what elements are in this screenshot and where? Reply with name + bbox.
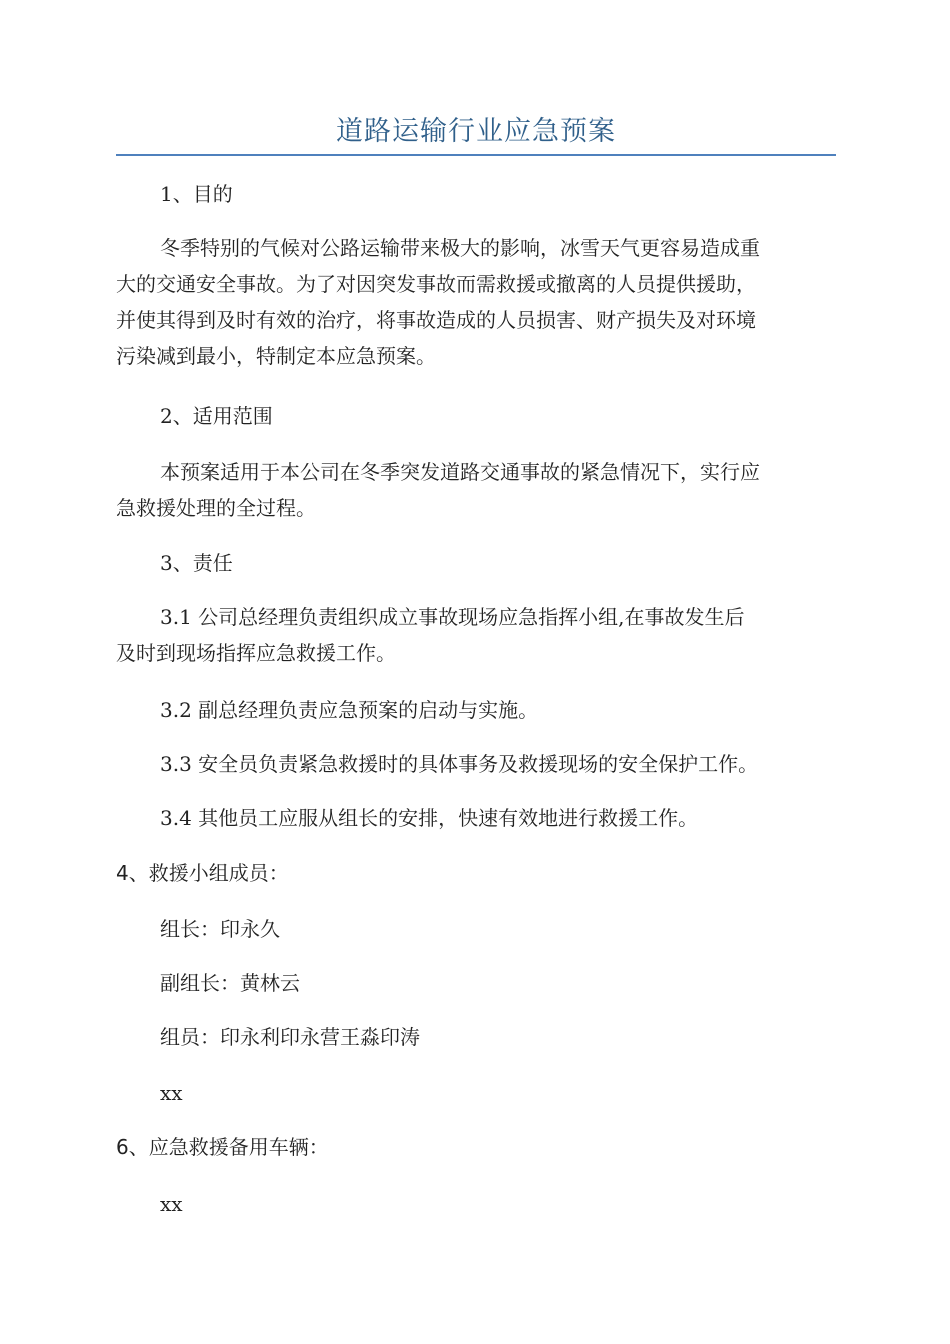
- team-deputy-leader: [116, 965, 880, 1001]
- section-1-body: [116, 230, 836, 374]
- body-line: 组员：印永利印永营王淼印涛: [160, 1025, 420, 1049]
- body-line: 及时到现场指挥应急救援工作。: [116, 641, 396, 665]
- body-line: 冬季特别的气候对公路运输带来极大的影响，冰雪天气更容易造成重: [160, 236, 760, 260]
- clause-3-2: [116, 692, 880, 728]
- section-heading-text: 2、适用范围: [160, 404, 273, 428]
- team-members: [116, 1019, 880, 1055]
- section-6-heading: [116, 1129, 836, 1165]
- section-number: 6: [116, 1135, 129, 1159]
- section-4-heading: [116, 855, 836, 891]
- section-number: 4: [116, 861, 129, 885]
- section-2-body: [116, 454, 836, 526]
- placeholder-text-2: [116, 1186, 880, 1222]
- placeholder-text-1: [116, 1075, 880, 1111]
- body-line: 3.1 公司总经理负责组织成立事故现场应急指挥小组,在事故发生后: [160, 605, 745, 629]
- body-line: 组长：印永久: [160, 917, 280, 941]
- body-line: 副组长：黄林云: [160, 971, 300, 995]
- section-heading-text: [116, 855, 836, 891]
- body-line: 并使其得到及时有效的治疗，将事故造成的人员损害、财产损失及对环境: [116, 308, 756, 332]
- body-line: 3.2 副总经理负责应急预案的启动与实施。: [160, 698, 539, 722]
- clause-3-3: [116, 746, 880, 782]
- section-1-heading: [116, 176, 880, 212]
- section-heading-text: 3、责任: [160, 551, 233, 575]
- body-line: 3.4 其他员工应服从组长的安排，快速有效地进行救援工作。: [160, 806, 699, 830]
- body-line: 本预案适用于本公司在冬季突发道路交通事故的紧急情况下，实行应: [160, 460, 760, 484]
- body-line: 污染减到最小，特制定本应急预案。: [116, 344, 436, 368]
- body-line: xx: [160, 1081, 183, 1105]
- body-line: 3.3 安全员负责紧急救援时的具体事务及救援现场的安全保护工作。: [160, 752, 759, 776]
- body-line: xx: [160, 1192, 183, 1216]
- section-heading-text: 1、目的: [160, 182, 233, 206]
- section-heading-text: [116, 1129, 836, 1165]
- section-title: 、应急救援备用车辆：: [128, 1135, 329, 1159]
- section-3-heading: [116, 545, 880, 581]
- team-leader: [116, 911, 880, 947]
- body-line: 大的交通安全事故。为了对因突发事故而需救援或撤离的人员提供援助，: [116, 272, 756, 296]
- section-title: 、救援小组成员：: [128, 861, 289, 885]
- title-underline: [116, 154, 836, 156]
- document-title: 道路运输行业应急预案: [336, 116, 616, 147]
- body-line: 急救援处理的全过程。: [116, 496, 316, 520]
- clause-3-1: [116, 599, 836, 671]
- clause-3-4: [116, 800, 880, 836]
- section-2-heading: [116, 398, 880, 434]
